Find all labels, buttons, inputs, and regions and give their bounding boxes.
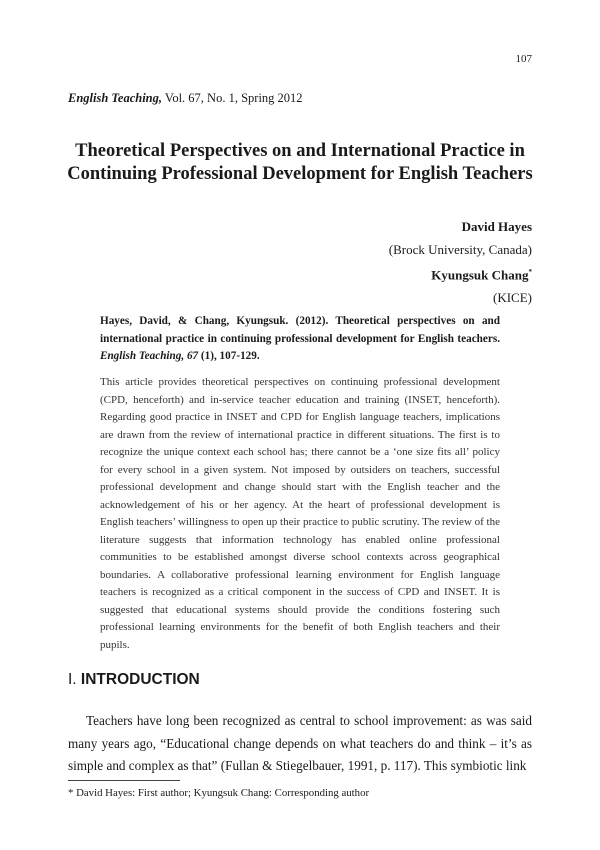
section-title: INTRODUCTION <box>80 671 200 688</box>
footnote: * David Hayes: First author; Kyungsuk Chang: Corresponding author <box>68 787 370 799</box>
title-line-2: Continuing Professional Development for English Teachers <box>67 164 533 184</box>
citation-volume: , 67 <box>181 350 199 363</box>
author-affiliation: (KICE) <box>493 289 532 305</box>
author-name-text: Kyungsuk Chang <box>431 267 529 283</box>
running-head-journal: English Teaching, <box>68 91 163 105</box>
section-number: I. <box>68 671 81 688</box>
author-block <box>389 216 532 309</box>
citation-journal: English Teaching <box>100 350 182 363</box>
page-number: 107 <box>515 53 532 65</box>
footnote-mark: * <box>528 268 532 276</box>
citation-pages: (1), 107-129. <box>198 350 260 363</box>
title-line-1: Theoretical Perspectives on and International Practice in <box>75 141 525 161</box>
author-affiliation: (Brock University, Canada) <box>388 241 532 257</box>
section-heading <box>68 671 200 689</box>
citation-text: Hayes, David, & Chang, Kyungsuk. (2012). Theoretical perspectives on and international practice in continuing professional development for English teachers. <box>100 315 500 345</box>
citation <box>100 313 500 366</box>
running-head <box>68 91 303 106</box>
footnote-divider <box>68 780 180 781</box>
running-head-details: Vol. 67, No. 1, Spring 2012 <box>162 91 303 105</box>
abstract: This article provides theoretical perspectives on continuing professional development (CPD, henceforth) and in-service teacher education and training (INSET, henceforth). Regarding good practice in INSET and CPD for English language teachers, implications are drawn from the review of international practice in different situations. The first is to recognize the unique context each school has; there cannot be a ‘one size fits all’ policy for every school in a given system. Not imposed by outsiders on teachers, successful professional development and change should start with the English teacher and the acknowledgement of his or her agency. At the heart of professional development is English teachers’ willingness to open up their practice to public scrutiny. The review of the literature suggests that information technology has enabled online professional communities to be established amongst diverse school contexts across geographical boundaries. A collaborative professional learning environment for English language teachers is recognized as a critical component in the success of CPD and INSET. It is suggested that educational systems should provide the conditions fostering such professional learning environments for the benefit of both English teachers and their pupils. <box>100 376 500 651</box>
body-paragraph: Teachers have long been recognized as central to school improvement: as was said many years ago, “Educational change depends on what teachers do and think – it’s as simple and complex as that” (Fullan & Stiegelbauer, 1991, p. 117). This symbiotic link <box>68 713 532 773</box>
author-name: David Hayes <box>461 219 532 234</box>
author-name <box>389 261 532 287</box>
article-title <box>40 140 560 186</box>
